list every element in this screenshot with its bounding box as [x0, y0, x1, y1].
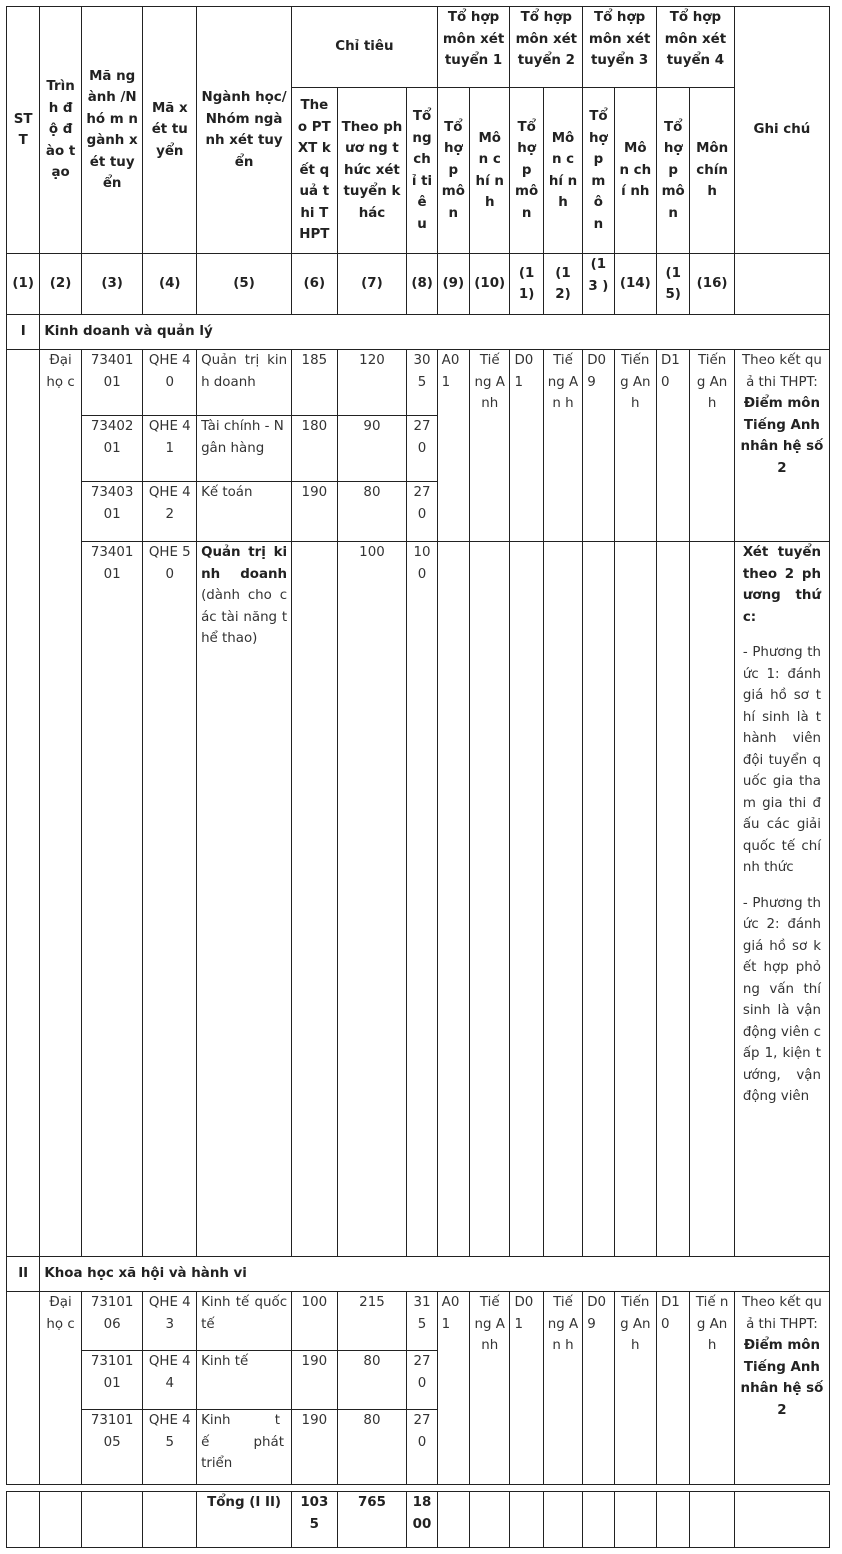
admission-code: QHE 44: [143, 1351, 197, 1410]
combo-2-main: Tiế ng An h: [543, 1292, 582, 1485]
header-quota: Chỉ tiêu: [292, 7, 438, 88]
header-combo-4-subject: Tổ hợ p mô n: [657, 88, 690, 254]
admission-code: QHE 40: [143, 350, 197, 416]
section-row: [7, 1257, 830, 1292]
combo-3-main: Tiến g Anh: [614, 350, 656, 542]
combo-1: A01: [437, 350, 469, 542]
major-code: 73101 05: [81, 1410, 143, 1485]
col-num: (1): [7, 254, 40, 315]
header-notes: Ghi chú: [734, 7, 829, 254]
major-name: Quản trị kinh doanh: [197, 350, 292, 416]
combo-3: [583, 542, 614, 1257]
section-title: Kinh doanh và quản lý: [40, 315, 830, 350]
col-num: (6): [292, 254, 337, 315]
combo-2: D01: [510, 1292, 543, 1485]
header-quota-total: Tổ ng chỉ tiê u: [407, 88, 437, 254]
combo-4: D10: [657, 1292, 690, 1485]
major-code: 73401 01: [81, 542, 143, 1257]
total-label: Tổng (I II): [197, 1492, 292, 1548]
header-quota-thpt: Theo PTXT kết quả thi THPT: [292, 88, 337, 254]
table-row: [7, 1292, 830, 1351]
col-num: (5): [197, 254, 292, 315]
header-combo-3-main: Mô n chí nh: [614, 88, 656, 254]
table-row: [7, 350, 830, 416]
total-empty: [734, 1492, 829, 1548]
quota-total: 27 0: [407, 482, 437, 542]
header-combo-3-subject: Tổ hợ p mô n: [583, 88, 614, 254]
table-row: [7, 542, 830, 1257]
col-num: (11): [510, 254, 543, 315]
total-empty: [543, 1492, 582, 1548]
spacer-row: [7, 1485, 830, 1492]
section-row: [7, 315, 830, 350]
quota-total: 27 0: [407, 1410, 437, 1485]
total-empty: [657, 1492, 690, 1548]
section-number: I: [7, 315, 40, 350]
quota-other: 80: [337, 1410, 407, 1485]
combo-2-main: Tiế ng An h: [543, 350, 582, 542]
note-title: Xét tuyển theo 2 phương thức:: [742, 545, 821, 625]
header-combo-3: Tổ hợp môn xét tuyển 3: [583, 7, 657, 88]
combo-2-main: [543, 542, 582, 1257]
combo-1: A01: [437, 1292, 469, 1485]
header-combo-1-subject: Tổ hợ p mô n: [437, 88, 469, 254]
note-cell: [734, 1292, 829, 1485]
admission-code: QHE 45: [143, 1410, 197, 1485]
header-level: Trìn h độ đào tạo: [40, 7, 81, 254]
note-prefix: Theo kết quả thi THPT:: [742, 353, 822, 390]
total-empty: [81, 1492, 143, 1548]
stt-cell: [7, 1292, 40, 1485]
total-row: [7, 1492, 830, 1548]
col-num: (7): [337, 254, 407, 315]
combo-4-main: Tiến g Anh: [690, 350, 734, 542]
combo-1-main: Tiế ng Anh: [470, 350, 510, 542]
quota-total: 10 0: [407, 542, 437, 1257]
header-admission-code: Mã xét tuyển: [143, 7, 197, 254]
total-empty: [7, 1492, 40, 1548]
col-num: (9): [437, 254, 469, 315]
header-combo-2-main: Mô n chí nh: [543, 88, 582, 254]
major-name: Kế toán: [197, 482, 292, 542]
note-prefix: Theo kết quả thi THPT:: [742, 1295, 822, 1332]
combo-2: [510, 542, 543, 1257]
quota-thpt: [292, 542, 337, 1257]
column-number-row: [7, 254, 830, 315]
admission-code: QHE 41: [143, 416, 197, 482]
col-num: (15): [657, 254, 690, 315]
stt-cell: [7, 350, 40, 1257]
total-empty: [614, 1492, 656, 1548]
col-num: (8): [407, 254, 437, 315]
quota-thpt: 180: [292, 416, 337, 482]
note-bold: Điểm môn Tiếng Anh nhân hệ số 2: [740, 1338, 824, 1418]
quota-thpt: 100: [292, 1292, 337, 1351]
major-name: Kinh tế: [197, 1351, 292, 1410]
col-num: (14): [614, 254, 656, 315]
major-code: 73101 01: [81, 1351, 143, 1410]
major-name: Kinh tế quốc tế: [197, 1292, 292, 1351]
header-stt: ST T: [7, 7, 40, 254]
col-num: (4): [143, 254, 197, 315]
total-empty: [143, 1492, 197, 1548]
total-sum: 18 00: [407, 1492, 437, 1548]
quota-total: 30 5: [407, 350, 437, 416]
note-cell: [734, 350, 829, 542]
quota-thpt: 190: [292, 482, 337, 542]
level-cell: Đại họ c: [40, 350, 81, 1257]
col-num: (10): [470, 254, 510, 315]
quota-total: 27 0: [407, 416, 437, 482]
header-combo-4-main: Môn chín h: [690, 88, 734, 254]
quota-other: 120: [337, 350, 407, 416]
combo-1-main: Tiế ng Anh: [470, 1292, 510, 1485]
section-title: Khoa học xã hội và hành vi: [40, 1257, 830, 1292]
col-num: (16): [690, 254, 734, 315]
quota-thpt: 185: [292, 350, 337, 416]
total-empty: [437, 1492, 469, 1548]
admission-code: QHE 43: [143, 1292, 197, 1351]
total-empty: [690, 1492, 734, 1548]
major-code: 73402 01: [81, 416, 143, 482]
quota-thpt: 190: [292, 1410, 337, 1485]
major-name: Kinh tế phát triển: [197, 1410, 292, 1485]
level-cell: Đại họ c: [40, 1292, 81, 1485]
header-combo-1-main: Mô n chí nh: [470, 88, 510, 254]
admission-code: QHE 50: [143, 542, 197, 1257]
major-code: 73101 06: [81, 1292, 143, 1351]
header-combo-2: Tổ hợp môn xét tuyển 2: [510, 7, 583, 88]
quota-other: 80: [337, 482, 407, 542]
combo-4: [657, 542, 690, 1257]
quota-thpt: 190: [292, 1351, 337, 1410]
major-name-bold: Quản trị kinh doanh: [201, 545, 288, 582]
combo-3-main: [614, 542, 656, 1257]
quota-other: 90: [337, 416, 407, 482]
combo-1-main: [470, 542, 510, 1257]
combo-2: D01: [510, 350, 543, 542]
header-major-name: Ngành học/ Nhóm ngành xét tuyển: [197, 7, 292, 254]
admission-quota-table: [6, 6, 830, 1548]
combo-3: D0 9: [583, 1292, 614, 1485]
col-num: (12): [543, 254, 582, 315]
header-combo-2-subject: Tổ hợ p mô n: [510, 88, 543, 254]
note-cell: [734, 542, 829, 1257]
major-code: 73403 01: [81, 482, 143, 542]
header-quota-other: Theo phươ ng thức xét tuyển khác: [337, 88, 407, 254]
section-number: II: [7, 1257, 40, 1292]
admission-code: QHE 42: [143, 482, 197, 542]
header-combo-4: Tổ hợp môn xét tuyển 4: [657, 7, 735, 88]
quota-other: 80: [337, 1351, 407, 1410]
note-method-2: - Phương thức 2: đánh giá hồ sơ kết hợp phỏng vấn thí sinh là vận động viên cấp 1, kiện tướng, vận động viên: [742, 895, 821, 1104]
header-combo-1: Tổ hợp môn xét tuyển 1: [437, 7, 510, 88]
combo-4: D10: [657, 350, 690, 542]
header-major-code: Mã ngành /Nhó m ngành xét tuyển: [81, 7, 143, 254]
major-name-detail: (dành cho các tài năng thể thao): [201, 588, 288, 646]
quota-other: 100: [337, 542, 407, 1257]
combo-3: D0 9: [583, 350, 614, 542]
total-empty: [40, 1492, 81, 1548]
total-empty: [470, 1492, 510, 1548]
col-num: (2): [40, 254, 81, 315]
combo-4-main: Tiế ng An h: [690, 1292, 734, 1485]
major-name: Tài chính - Ngân hàng: [197, 416, 292, 482]
combo-4-main: [690, 542, 734, 1257]
total-empty: [510, 1492, 543, 1548]
major-code: 73401 01: [81, 350, 143, 416]
col-num: (3): [81, 254, 143, 315]
note-method-1: - Phương thức 1: đánh giá hồ sơ thí sinh là thành viên đội tuyển quốc gia tham gia thi đấu các giải quốc tế chính thức: [742, 645, 821, 875]
total-other: 765: [337, 1492, 407, 1548]
quota-other: 215: [337, 1292, 407, 1351]
major-name: [197, 542, 292, 1257]
quota-total: 27 0: [407, 1351, 437, 1410]
total-empty: [583, 1492, 614, 1548]
combo-1: [437, 542, 469, 1257]
col-num: [734, 254, 829, 315]
combo-3-main: Tiến g Anh: [614, 1292, 656, 1485]
quota-total: 315: [407, 1292, 437, 1351]
note-bold: Điểm môn Tiếng Anh nhân hệ số 2: [740, 396, 824, 476]
col-num: (13 ): [583, 254, 614, 315]
total-thpt: 1035: [292, 1492, 337, 1548]
